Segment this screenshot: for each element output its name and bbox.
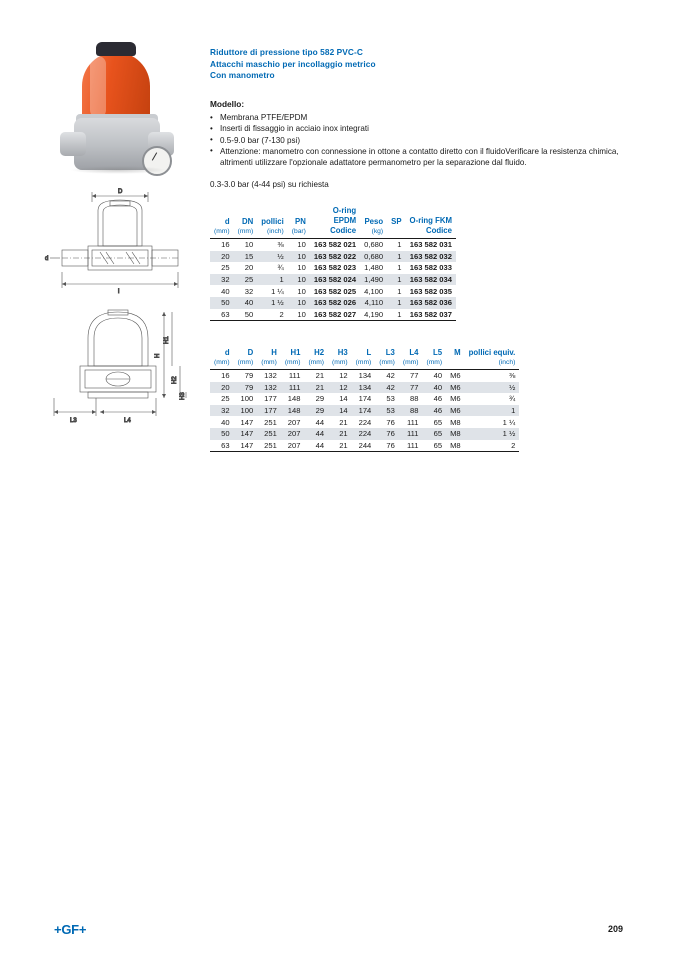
svg-text:d: d — [45, 256, 49, 262]
svg-text:D: D — [118, 189, 123, 195]
cell-code-epdm: 163 582 027 — [310, 309, 360, 321]
product-title-line-2: Attacchi maschio per incollaggio metrico — [210, 58, 376, 69]
cell-code-fkm: 163 582 037 — [406, 309, 456, 321]
cell-code-fkm: 163 582 031 — [409, 240, 452, 250]
cell-H2: 44 — [304, 428, 328, 440]
cell-d: 40 — [221, 417, 230, 427]
cell-peso: 4,100 — [364, 286, 384, 296]
cell-D: 100 — [234, 405, 258, 417]
cell-L3: 42 — [386, 371, 395, 381]
cell-d: 25 — [221, 394, 230, 404]
cell-d: 20 — [210, 251, 234, 263]
cell-L4: 88 — [399, 405, 423, 417]
cell-pn: 10 — [288, 274, 310, 286]
col-H2: H2 (mm) — [304, 348, 328, 370]
cell-code-fkm: 163 582 034 — [406, 274, 456, 286]
cell-L5: 46 — [422, 405, 446, 417]
cell-pollici-equiv: 1 ½ — [465, 428, 520, 440]
cell-pn: 10 — [297, 263, 306, 273]
table-row — [210, 285, 456, 297]
table-row — [210, 370, 519, 382]
table-row — [210, 251, 456, 263]
cell-sp: 1 — [387, 274, 405, 286]
cell-L3: 53 — [386, 394, 395, 404]
cell-L5: 40 — [422, 382, 446, 394]
cell-L4: 77 — [410, 371, 419, 381]
col-L4: L4 (mm) — [399, 348, 423, 370]
cell-d: 63 — [210, 309, 234, 321]
cell-L4: 111 — [399, 440, 423, 452]
cell-H1: 207 — [287, 417, 301, 427]
svg-text:l: l — [118, 289, 120, 295]
cell-pollici: 1 — [257, 274, 288, 286]
cell-pollici-equiv: 1 ¼ — [502, 417, 516, 427]
technical-drawing-front — [40, 188, 190, 296]
cell-code-epdm: 163 582 023 — [313, 263, 357, 273]
list-item: • 0.5-9.0 bar (7-130 psi) — [210, 135, 625, 146]
cell-L3: 76 — [375, 428, 399, 440]
order-codes-body — [210, 239, 456, 321]
cell-L4: 111 — [399, 428, 423, 440]
cell-M: M8 — [446, 440, 465, 452]
product-dome-highlight — [90, 56, 106, 118]
cell-L: 244 — [352, 440, 376, 452]
cell-H1: 111 — [281, 382, 305, 394]
col-D: D (mm) — [234, 348, 258, 370]
svg-text:L3: L3 — [70, 418, 77, 424]
cell-sp: 1 — [397, 286, 402, 296]
svg-text:L4: L4 — [124, 418, 131, 424]
cell-H3: 21 — [328, 440, 352, 452]
cell-d: 50 — [210, 428, 234, 440]
cell-pn: 10 — [288, 297, 310, 309]
cell-sp: 1 — [397, 240, 402, 250]
cell-code-fkm: 163 582 032 — [406, 251, 456, 263]
cell-H1: 148 — [281, 405, 305, 417]
cell-D: 147 — [234, 428, 258, 440]
cell-pn: 10 — [297, 286, 306, 296]
table-row — [210, 393, 519, 405]
cell-pollici: 2 — [257, 309, 288, 321]
cell-pn: 10 — [288, 251, 310, 263]
svg-text:H: H — [155, 353, 161, 358]
cell-dn: 20 — [244, 263, 254, 273]
cell-L3: 76 — [375, 440, 399, 452]
cell-L5: 46 — [433, 394, 443, 404]
col-H1: H1 (mm) — [281, 348, 305, 370]
table-row — [210, 382, 519, 394]
cell-pollici-equiv: 2 — [465, 440, 520, 452]
cell-d: 32 — [210, 405, 234, 417]
cell-L5: 65 — [422, 428, 446, 440]
cell-L: 174 — [352, 405, 376, 417]
cell-dn: 10 — [244, 240, 254, 250]
col-pollici: pollici (inch) — [257, 206, 288, 239]
cell-H3: 21 — [328, 428, 352, 440]
cell-M: M6 — [450, 394, 461, 404]
cell-sp: 1 — [387, 309, 405, 321]
table-row — [210, 309, 456, 321]
cell-peso: 1,480 — [364, 263, 384, 273]
col-L: L (mm) — [352, 348, 376, 370]
gf-logo: +GF+ — [54, 922, 87, 937]
cell-d: 16 — [221, 371, 230, 381]
model-label: Modello: — [210, 99, 245, 109]
cell-d: 32 — [210, 274, 234, 286]
cell-sp: 1 — [387, 297, 405, 309]
cell-M: M6 — [446, 405, 465, 417]
cell-H3: 12 — [339, 371, 348, 381]
cell-H: 132 — [257, 382, 281, 394]
cell-M: M8 — [450, 417, 461, 427]
product-shadow — [70, 166, 166, 174]
cell-pollici-equiv: ½ — [465, 382, 520, 394]
cell-d: 63 — [210, 440, 234, 452]
table-row — [210, 428, 519, 440]
cell-L5: 40 — [433, 371, 443, 381]
cell-H2: 21 — [315, 371, 325, 381]
cell-peso: 1,490 — [360, 274, 387, 286]
cell-D: 100 — [240, 394, 254, 404]
cell-L3: 42 — [375, 382, 399, 394]
cell-peso: 4,110 — [360, 297, 387, 309]
cell-H1: 207 — [281, 440, 305, 452]
cell-L: 134 — [358, 371, 372, 381]
cell-code-epdm: 163 582 024 — [310, 274, 360, 286]
cell-H3: 21 — [339, 417, 348, 427]
table-row — [210, 297, 456, 309]
svg-text:H1: H1 — [164, 336, 170, 344]
cell-L4: 111 — [406, 417, 419, 427]
cell-L: 174 — [358, 394, 372, 404]
cell-pollici: 1 ¼ — [271, 286, 284, 296]
cell-H1: 148 — [287, 394, 301, 404]
cell-H: 177 — [264, 394, 277, 404]
cell-L: 134 — [352, 382, 376, 394]
cell-d: 25 — [221, 263, 230, 273]
product-photo — [60, 40, 185, 180]
cell-code-epdm: 163 582 026 — [310, 297, 360, 309]
cell-pollici: ¾ — [277, 263, 284, 273]
cell-D: 147 — [234, 440, 258, 452]
product-cap — [96, 42, 136, 56]
table-row — [210, 416, 519, 428]
page-number: 209 — [607, 924, 623, 934]
cell-H: 177 — [257, 405, 281, 417]
col-H3: H3 (mm) — [328, 348, 352, 370]
cell-H2: 29 — [315, 394, 325, 404]
list-item: • Attenzione: manometro con connessione in ottone a contatto diretto con il fluidoVerificare la resistenza chimica, altrimenti utilizzare l'opzionale adattatore permanometro per la separazione dal fluido. — [210, 146, 625, 169]
col-pn: PN (bar) — [288, 206, 310, 239]
cell-pollici-equiv: ⅜ — [508, 371, 516, 381]
dimensions-body — [210, 370, 519, 452]
cell-d: 16 — [221, 240, 230, 250]
list-item: • Inserti di fissaggio in acciaio inox integrati — [210, 123, 625, 134]
cell-dn: 15 — [234, 251, 258, 263]
cell-pollici: 1 ½ — [257, 297, 288, 309]
cell-D: 79 — [244, 371, 254, 381]
col-sp: SP — [387, 206, 405, 239]
cell-H: 251 — [257, 440, 281, 452]
cell-H: 251 — [257, 428, 281, 440]
table-row — [210, 440, 519, 452]
table-row — [210, 262, 456, 274]
cell-H3: 14 — [328, 405, 352, 417]
cell-pollici-equiv: ¾ — [508, 394, 516, 404]
cell-code-fkm: 163 582 033 — [409, 263, 452, 273]
cell-pollici: ⅜ — [277, 240, 284, 250]
pressure-range-note: 0.3-3.0 bar (4-44 psi) su richiesta — [210, 180, 329, 189]
feature-list — [210, 112, 625, 168]
cell-L5: 65 — [422, 440, 446, 452]
cell-sp: 1 — [387, 251, 405, 263]
product-title-line-3: Con manometro — [210, 70, 275, 81]
col-L5: L5 (mm) — [422, 348, 446, 370]
cell-H3: 12 — [328, 382, 352, 394]
cell-H1: 111 — [288, 371, 301, 381]
cell-dn: 25 — [234, 274, 258, 286]
cell-peso: 4,190 — [360, 309, 387, 321]
cell-L3: 53 — [375, 405, 399, 417]
col-pollici-equiv: pollici equiv. (inch) — [465, 348, 520, 370]
cell-H2: 29 — [304, 405, 328, 417]
col-oring-fkm-code: O-ring FKM Codice — [406, 206, 456, 239]
col-d: d (mm) — [210, 206, 234, 239]
cell-M: M6 — [446, 382, 465, 394]
cell-H1: 207 — [281, 428, 305, 440]
technical-drawing-side — [40, 300, 190, 425]
table-header-row — [210, 348, 519, 370]
col-H: H (mm) — [257, 348, 281, 370]
cell-L5: 65 — [433, 417, 443, 427]
cell-L: 224 — [358, 417, 372, 427]
cell-M: M6 — [450, 371, 461, 381]
cell-code-epdm: 163 582 022 — [310, 251, 360, 263]
cell-H3: 14 — [339, 394, 348, 404]
cell-H: 251 — [264, 417, 277, 427]
cell-H2: 44 — [304, 440, 328, 452]
order-codes-table — [210, 206, 456, 321]
col-M: M — [446, 348, 465, 370]
cell-pollici: ½ — [257, 251, 288, 263]
cell-dn: 40 — [234, 297, 258, 309]
cell-L4: 77 — [399, 382, 423, 394]
cell-pn: 10 — [288, 309, 310, 321]
cell-D: 79 — [234, 382, 258, 394]
cell-code-fkm: 163 582 036 — [406, 297, 456, 309]
cell-H: 132 — [264, 371, 277, 381]
cell-d: 50 — [210, 297, 234, 309]
cell-dn: 50 — [234, 309, 258, 321]
cell-d: 20 — [210, 382, 234, 394]
cell-code-epdm: 163 582 025 — [313, 286, 357, 296]
cell-pn: 10 — [297, 240, 306, 250]
cell-sp: 1 — [397, 263, 402, 273]
cell-peso: 0,680 — [364, 240, 384, 250]
col-peso: Peso (kg) — [360, 206, 387, 239]
cell-L: 224 — [352, 428, 376, 440]
cell-M: M8 — [446, 428, 465, 440]
svg-text:H2: H2 — [172, 376, 178, 384]
cell-peso: 0,680 — [360, 251, 387, 263]
product-heading — [210, 47, 630, 82]
col-dn: DN (mm) — [234, 206, 258, 239]
svg-text:H3: H3 — [180, 392, 186, 400]
list-item: • Membrana PTFE/EPDM — [210, 112, 625, 123]
col-d: d (mm) — [210, 348, 234, 370]
cell-H2: 21 — [304, 382, 328, 394]
product-port-left — [60, 132, 86, 156]
table-row — [210, 274, 456, 286]
cell-code-fkm: 163 582 035 — [409, 286, 452, 296]
table-row — [210, 405, 519, 417]
cell-H2: 44 — [315, 417, 325, 427]
cell-D: 147 — [240, 417, 254, 427]
col-L3: L3 (mm) — [375, 348, 399, 370]
cell-L4: 88 — [410, 394, 419, 404]
cell-dn: 32 — [244, 286, 254, 296]
dimensions-table — [210, 348, 519, 452]
table-row — [210, 239, 456, 251]
cell-L3: 76 — [386, 417, 395, 427]
cell-pollici-equiv: 1 — [465, 405, 520, 417]
cell-code-epdm: 163 582 021 — [313, 240, 357, 250]
product-title-line-1: Riduttore di pressione tipo 582 PVC-C — [210, 47, 363, 57]
col-oring-epdm-code: O-ring EPDM Codice — [310, 206, 360, 239]
table-header-row — [210, 206, 456, 239]
cell-d: 40 — [221, 286, 230, 296]
